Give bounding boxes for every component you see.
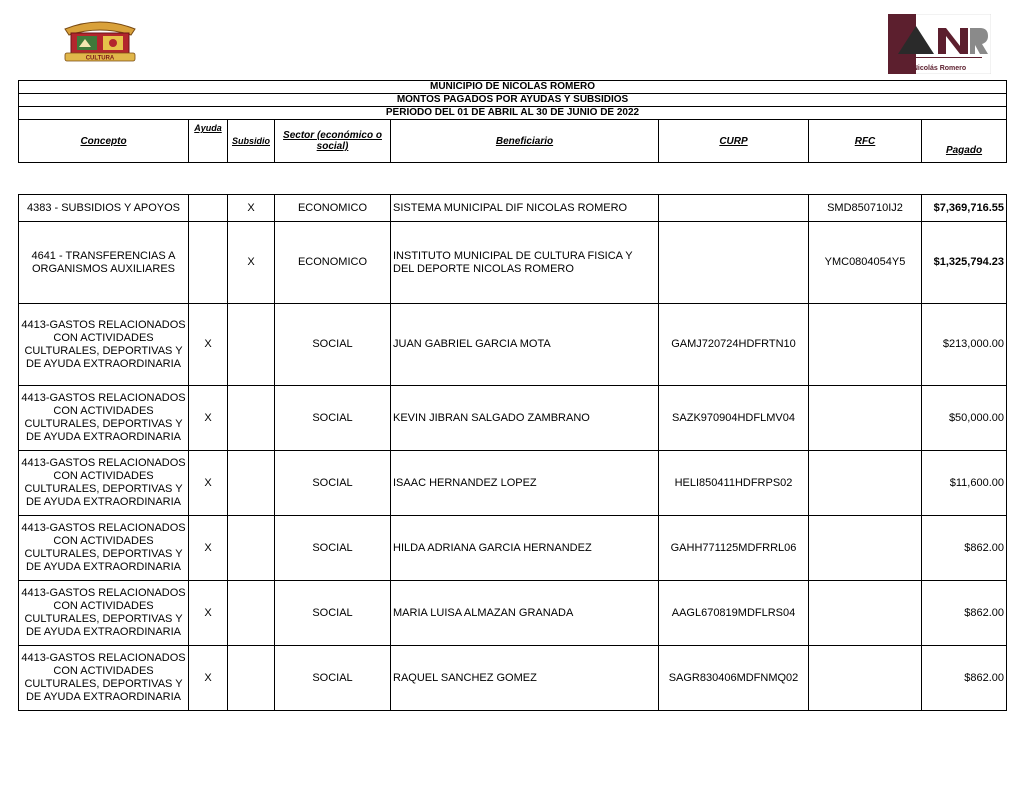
column-header-rfc: RFC: [809, 120, 922, 163]
cell-curp: SAZK970904HDFLMV04: [659, 386, 809, 451]
cell-rfc: [809, 581, 922, 646]
cell-pagado: $50,000.00: [922, 386, 1007, 451]
cell-beneficiario: RAQUEL SANCHEZ GOMEZ: [391, 646, 659, 711]
cell-pagado: $213,000.00: [922, 304, 1007, 386]
municipal-coat-of-arms-logo: [57, 19, 143, 66]
cell-pagado: $1,325,794.23: [922, 222, 1007, 304]
cell-sector: SOCIAL: [275, 451, 391, 516]
cell-subsidio: X: [228, 195, 275, 222]
cell-concepto: 4413-GASTOS RELACIONADOS CON ACTIVIDADES CULTURALES, DEPORTIVAS Y DE AYUDA EXTRAORDINARIA: [19, 386, 189, 451]
cell-subsidio: [228, 646, 275, 711]
cell-beneficiario: INSTITUTO MUNICIPAL DE CULTURA FISICA Y DEL DEPORTE NICOLAS ROMERO: [391, 222, 659, 304]
table-row: [19, 646, 1007, 711]
cell-beneficiario: ISAAC HERNANDEZ LOPEZ: [391, 451, 659, 516]
report-title-period: PERIODO DEL 01 DE ABRIL AL 30 DE JUNIO DE 2022: [19, 107, 1007, 120]
cell-curp: AAGL670819MDFLRS04: [659, 581, 809, 646]
cell-ayuda: X: [189, 581, 228, 646]
table-row: [19, 304, 1007, 386]
cell-sector: SOCIAL: [275, 516, 391, 581]
table-row: [19, 516, 1007, 581]
table-row: [19, 581, 1007, 646]
table-row: [19, 386, 1007, 451]
cell-pagado: $862.00: [922, 581, 1007, 646]
logo-banner-text: CULTURA: [85, 55, 115, 62]
cell-ayuda: X: [189, 304, 228, 386]
cell-ayuda: X: [189, 451, 228, 516]
cell-concepto: 4413-GASTOS RELACIONADOS CON ACTIVIDADES CULTURALES, DEPORTIVAS Y DE AYUDA EXTRAORDINARIA: [19, 451, 189, 516]
column-header-pagado: Pagado: [922, 120, 1007, 163]
cell-pagado: $862.00: [922, 516, 1007, 581]
cell-beneficiario: MARIA LUISA ALMAZAN GRANADA: [391, 581, 659, 646]
cell-rfc: [809, 451, 922, 516]
cell-rfc: [809, 386, 922, 451]
cell-rfc: [809, 304, 922, 386]
cell-subsidio: [228, 386, 275, 451]
cell-ayuda: X: [189, 386, 228, 451]
table-row: [19, 195, 1007, 222]
cell-pagado: $11,600.00: [922, 451, 1007, 516]
cell-concepto: 4641 - TRANSFERENCIAS A ORGANISMOS AUXILIARES: [19, 222, 189, 304]
cell-pagado: $7,369,716.55: [922, 195, 1007, 222]
cell-sector: SOCIAL: [275, 646, 391, 711]
cell-ayuda: X: [189, 516, 228, 581]
cell-beneficiario: KEVIN JIBRAN SALGADO ZAMBRANO: [391, 386, 659, 451]
cell-sector: ECONOMICO: [275, 222, 391, 304]
cell-ayuda: X: [189, 646, 228, 711]
cell-curp: [659, 195, 809, 222]
cell-beneficiario: JUAN GABRIEL GARCIA MOTA: [391, 304, 659, 386]
cell-subsidio: [228, 304, 275, 386]
column-header-subsidio: Subsidio: [228, 120, 275, 163]
cell-curp: GAMJ720724HDFRTN10: [659, 304, 809, 386]
cell-curp: GAHH771125MDFRRL06: [659, 516, 809, 581]
cell-concepto: 4413-GASTOS RELACIONADOS CON ACTIVIDADES CULTURALES, DEPORTIVAS Y DE AYUDA EXTRAORDINARIA: [19, 304, 189, 386]
cell-sector: ECONOMICO: [275, 195, 391, 222]
cell-sector: SOCIAL: [275, 386, 391, 451]
cell-concepto: 4413-GASTOS RELACIONADOS CON ACTIVIDADES CULTURALES, DEPORTIVAS Y DE AYUDA EXTRAORDINARIA: [19, 581, 189, 646]
cell-concepto: 4383 - SUBSIDIOS Y APOYOS: [19, 195, 189, 222]
cell-beneficiario: SISTEMA MUNICIPAL DIF NICOLAS ROMERO: [391, 195, 659, 222]
column-header-concepto: Concepto: [19, 120, 189, 163]
table-row: [19, 222, 1007, 304]
cell-subsidio: [228, 581, 275, 646]
cell-rfc: YMC0804054Y5: [809, 222, 922, 304]
cell-rfc: SMD850710IJ2: [809, 195, 922, 222]
column-header-curp: CURP: [659, 120, 809, 163]
cell-rfc: [809, 646, 922, 711]
report-header-table: [18, 80, 1007, 163]
cell-concepto: 4413-GASTOS RELACIONADOS CON ACTIVIDADES CULTURALES, DEPORTIVAS Y DE AYUDA EXTRAORDINARIA: [19, 646, 189, 711]
cell-sector: SOCIAL: [275, 581, 391, 646]
payments-table: [18, 194, 1007, 711]
cell-concepto: 4413-GASTOS RELACIONADOS CON ACTIVIDADES CULTURALES, DEPORTIVAS Y DE AYUDA EXTRAORDINARIA: [19, 516, 189, 581]
logo-text: Nicolás Romero: [912, 65, 967, 72]
cell-subsidio: [228, 516, 275, 581]
cell-curp: HELI850411HDFRPS02: [659, 451, 809, 516]
cell-curp: [659, 222, 809, 304]
column-header-sector: Sector (económico o social): [275, 120, 391, 163]
cell-subsidio: [228, 451, 275, 516]
cell-ayuda: [189, 222, 228, 304]
column-header-beneficiario: Beneficiario: [391, 120, 659, 163]
cell-ayuda: [189, 195, 228, 222]
cell-pagado: $862.00: [922, 646, 1007, 711]
column-header-ayuda: Ayuda: [189, 120, 228, 163]
cell-rfc: [809, 516, 922, 581]
government-logo: [888, 14, 991, 74]
report-title-municipality: MUNICIPIO DE NICOLAS ROMERO: [19, 81, 1007, 94]
report-title-amounts: MONTOS PAGADOS POR AYUDAS Y SUBSIDIOS: [19, 94, 1007, 107]
cell-curp: SAGR830406MDFNMQ02: [659, 646, 809, 711]
table-row: [19, 451, 1007, 516]
cell-beneficiario: HILDA ADRIANA GARCIA HERNANDEZ: [391, 516, 659, 581]
cell-sector: SOCIAL: [275, 304, 391, 386]
cell-subsidio: X: [228, 222, 275, 304]
